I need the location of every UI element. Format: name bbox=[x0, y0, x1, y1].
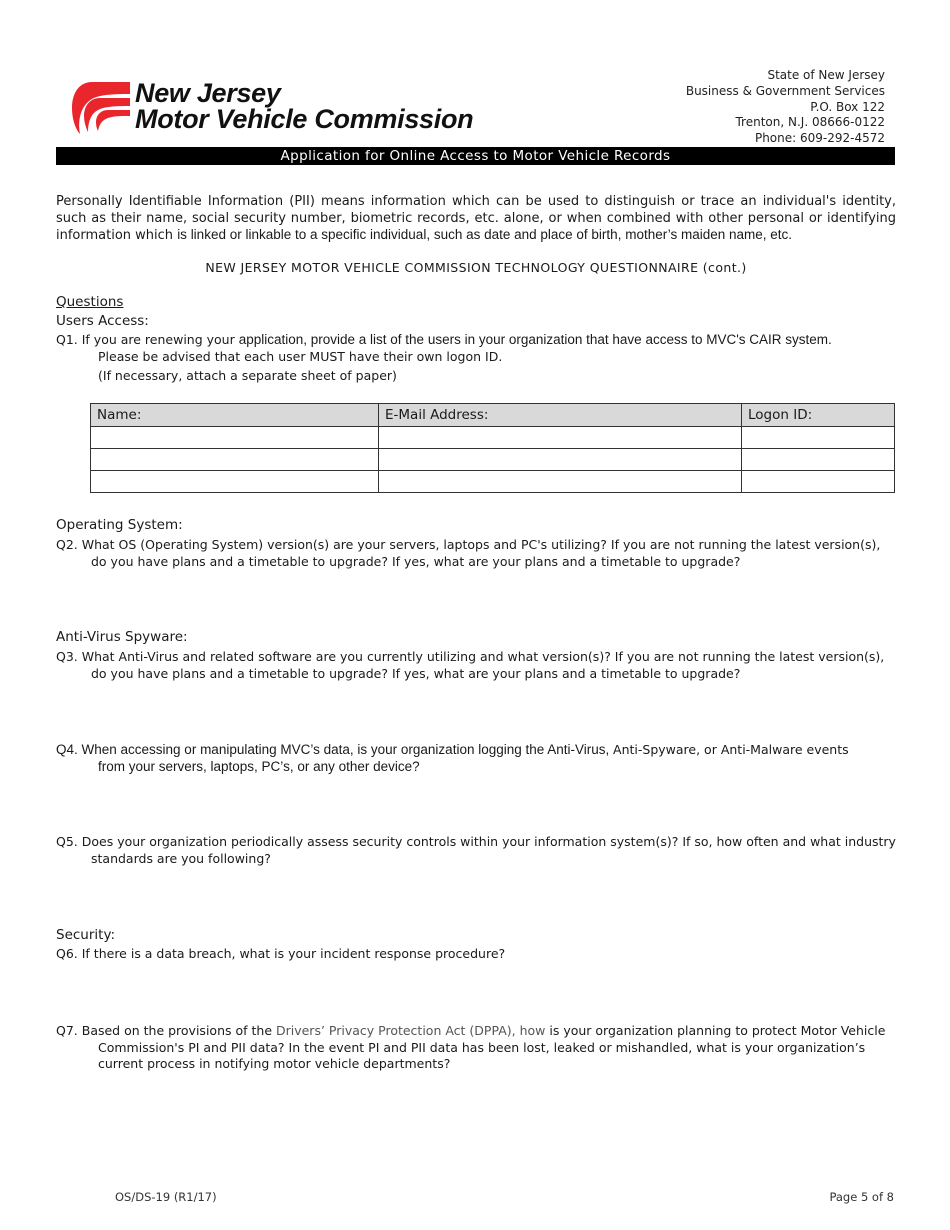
q1-line1-a: Q1. If you are renewing your bbox=[56, 332, 239, 347]
pii-definition bbox=[56, 194, 896, 245]
form-title-bar: Application for Online Access to Motor Vehicle Records bbox=[56, 147, 895, 165]
q3-line1: Q3. What Anti-Virus and related software are you currently utilizing and what version(s)? If you are not running the latest version(s), bbox=[56, 649, 885, 664]
logo-title-line1: New Jersey bbox=[135, 78, 281, 108]
email-cell[interactable] bbox=[379, 449, 742, 471]
q3-line2: do you have plans and a timetable to upgrade? If yes, what are your plans and a timetable to upgrade? bbox=[91, 665, 741, 681]
q7-line2: Commission's PI and PII data? In the event PI and PII data has been lost, leaked or mishandled, what is your organization’s bbox=[98, 1039, 866, 1055]
page-number: Page 5 of 8 bbox=[829, 1190, 894, 1204]
pii-text-b: is linked or linkable to a specific individual, such as date and place of birth, mother’s maiden name, etc. bbox=[177, 227, 793, 242]
name-cell[interactable] bbox=[91, 449, 379, 471]
q7-line1-c: is your organization planning to protect Motor Vehicle bbox=[545, 1023, 886, 1038]
email-cell[interactable] bbox=[379, 471, 742, 493]
col-name-header: Name: bbox=[91, 404, 379, 427]
q4-line2: from your servers, laptops, PC’s, or any other device? bbox=[98, 758, 420, 774]
address-line: P.O. Box 122 bbox=[810, 99, 885, 114]
question-q1 bbox=[56, 332, 906, 385]
table-row bbox=[91, 427, 895, 449]
form-id: OS/DS-19 (R1/17) bbox=[115, 1190, 217, 1204]
questions-label: Questions bbox=[56, 294, 124, 310]
logon-cell[interactable] bbox=[742, 449, 895, 471]
email-cell[interactable] bbox=[379, 427, 742, 449]
address-line: Business & Government Services bbox=[685, 83, 885, 98]
q4-line1-b: Anti-Spyware, or Anti-Malware events bbox=[613, 742, 849, 757]
q7-line1-a: Q7. Based on the provisions of the bbox=[56, 1023, 276, 1038]
question-q2 bbox=[56, 537, 906, 570]
logon-cell[interactable] bbox=[742, 471, 895, 493]
q6-line1: Q6. If there is a data breach, what is your incident response procedure? bbox=[56, 946, 506, 961]
logo-title-line2: Motor Vehicle Commission bbox=[135, 104, 474, 134]
q4-line1-a: Q4. When accessing or manipulating MVC’s data, is your organization logging the Anti-Virus, bbox=[56, 742, 614, 757]
nj-mvc-logo-icon bbox=[70, 80, 132, 136]
question-q5 bbox=[56, 834, 906, 867]
questionnaire-heading: NEW JERSEY MOTOR VEHICLE COMMISSION TECHNOLOGY QUESTIONNAIRE (cont.) bbox=[205, 260, 747, 275]
table-row bbox=[91, 449, 895, 471]
section-security: Security: bbox=[56, 927, 116, 943]
q1-line2: Please be advised that each user MUST have their own logon ID. bbox=[98, 348, 503, 364]
q1-line1-b: application, provide a list of the users in your organization that have access to MVC's CAIR system. bbox=[238, 332, 832, 347]
users-table bbox=[90, 403, 895, 493]
dppa-reference: Drivers’ Privacy Protection Act (DPPA), how bbox=[275, 1023, 546, 1038]
section-users-access: Users Access: bbox=[56, 313, 149, 329]
q1-line3: (If necessary, attach a separate sheet of paper) bbox=[98, 368, 397, 383]
col-logon-header: Logon ID: bbox=[742, 404, 895, 427]
section-antivirus: Anti-Virus Spyware: bbox=[56, 629, 188, 645]
address-line: State of New Jersey bbox=[767, 68, 885, 82]
q5-line2: standards are you following? bbox=[91, 850, 271, 866]
address-line: Trenton, N.J. 08666-0122 bbox=[735, 115, 885, 130]
question-q7 bbox=[56, 1023, 906, 1073]
q7-line3: current process in notifying motor vehicle departments? bbox=[98, 1056, 451, 1071]
pii-text-a: Personally Identifiable Information (PII) means information which can be used to distinguish or trace an individual's identity, such as their name, social security number, biometric records, etc. alone, or when combined with other personal or identifying information which bbox=[56, 194, 896, 243]
name-cell[interactable] bbox=[91, 471, 379, 493]
section-operating-system: Operating System: bbox=[56, 517, 183, 533]
question-q6 bbox=[56, 946, 906, 963]
address-line: Phone: 609-292-4572 bbox=[754, 131, 885, 146]
agency-address bbox=[686, 68, 885, 147]
q2-line1: Q2. What OS (Operating System) version(s) are your servers, laptops and PC's utilizing? If you are not running the latest version(s), bbox=[56, 537, 881, 552]
name-cell[interactable] bbox=[91, 427, 379, 449]
col-email-header: E-Mail Address: bbox=[379, 404, 742, 427]
q5-line1: Q5. Does your organization periodically assess security controls within your information system(s)? If so, how often and what industry bbox=[56, 834, 896, 849]
table-row bbox=[91, 471, 895, 493]
question-q3 bbox=[56, 649, 906, 682]
table-header-row bbox=[91, 404, 895, 427]
q2-line2: do you have plans and a timetable to upgrade? If yes, what are your plans and a timetable to upgrade? bbox=[91, 553, 741, 569]
question-q4 bbox=[56, 742, 906, 775]
logon-cell[interactable] bbox=[742, 427, 895, 449]
